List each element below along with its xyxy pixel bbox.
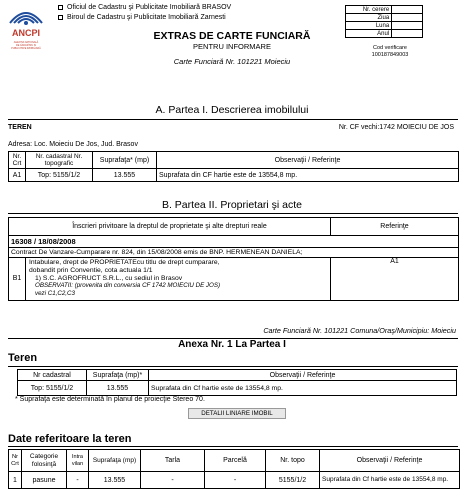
cell: 5155/1/2 <box>266 472 320 489</box>
office-line-1: Oficiul de Cadastru şi Publicitate Imobiliară BRASOV <box>67 4 232 11</box>
page-subtitle: PENTRU INFORMARE <box>193 42 271 51</box>
cell: pasune <box>22 472 67 489</box>
entry-id: 16308 / 18/08/2008 <box>9 236 459 248</box>
col-header: Înscrieri privitoare la dreptul de proprietate şi alte drepturi reale <box>9 218 331 236</box>
teren-title: Teren <box>8 352 38 364</box>
cf-number: Carte Funciară Nr. 101221 Moieciu <box>173 57 291 66</box>
request-label: Luna <box>346 22 392 30</box>
contract-text: Contract De Vanzare-Cumparare nr. 824, din 15/08/2008 emis de BNP. HERMENEAN DANIELA; <box>9 248 459 258</box>
request-label: Nr. cerere <box>346 6 392 14</box>
b1-owner: 1) S.C. AGROFRUCT S.R.L., cu sediul in Brasov <box>35 274 183 282</box>
col-header: Suprafaţa (mp)* <box>87 370 149 381</box>
surface-note: * Suprafaţa este determinată în planul de proiecţie Stereo 70. <box>15 396 205 403</box>
date-ref-title: Date referitoare la teren <box>8 433 132 445</box>
divider <box>8 213 458 214</box>
cell: Top: 5155/1/2 <box>18 381 87 396</box>
request-label: Ziua <box>346 14 392 22</box>
col-header: Observaţii / Referinţe <box>149 370 457 381</box>
b1-observation: OBSERVATII: (provenita din conversia CF 1742 MOIECIU DE JOS) <box>35 282 221 290</box>
col-header: Parcelă <box>205 450 266 472</box>
col-header: Observaţii / Referinţe <box>320 450 460 472</box>
svg-text:AGENȚIA NAȚIONALĂ: AGENȚIA NAȚIONALĂ <box>13 41 39 44</box>
col-header: Suprafaţa* (mp) <box>93 152 157 169</box>
b1-text-1: Intabulare, drept de PROPRIETATEcu titlu de drept cumparare, <box>29 259 220 266</box>
cell: Suprafata din Cf hartie este de 13554,8 mp. <box>149 381 457 396</box>
cell: 13.555 <box>93 169 157 182</box>
anexa-table <box>17 369 457 396</box>
anexa-heading: Anexa Nr. 1 La Partea I <box>178 339 286 350</box>
cell: - <box>67 472 89 489</box>
date-ref-table <box>8 449 460 489</box>
b1-entry <box>26 258 331 301</box>
divider <box>8 446 458 447</box>
svg-text:PUBLICITATE IMOBILIARĂ: PUBLICITATE IMOBILIARĂ <box>11 47 41 50</box>
b1-text-2: dobandit prin Conventie, cota actuala 1/1 <box>29 266 153 274</box>
col-header: Nr. Crt <box>9 152 26 169</box>
partea2-heading: B. Partea II. Proprietari şi acte <box>161 199 303 211</box>
address: Adresa: Loc. Moieciu De Jos, Jud. Brasov <box>8 141 138 148</box>
property-type: TEREN <box>8 124 32 131</box>
svg-text:ANCPI: ANCPI <box>11 28 41 38</box>
col-header: Suprafaţa (mp) <box>89 450 141 472</box>
checkbox-icon <box>58 15 63 20</box>
col-header: Tarla <box>141 450 205 472</box>
partea1-table <box>8 151 459 182</box>
col-header: Nr. topo <box>266 450 320 472</box>
b1-reference: vezi C1,C2,C3 <box>35 290 75 298</box>
cell: 13.555 <box>89 472 141 489</box>
cell: Suprafata din CF hartie este de 13554,8 mp. <box>157 169 459 182</box>
footer-cf: Carte Funciară Nr. 101221 Comuna/Oraş/Municipiu: Moieciu <box>263 326 456 335</box>
col-header: Categorie folosinţă <box>22 450 67 472</box>
cell: - <box>141 472 205 489</box>
request-label: Anul <box>346 30 392 38</box>
cell: - <box>205 472 266 489</box>
office-line-2: Biroul de Cadastru şi Publicitate Imobiliară Zarnesti <box>67 13 226 21</box>
cell: Top: 5155/1/2 <box>26 169 93 182</box>
cf-old: Nr. CF vechi:1742 MOIECIU DE JOS <box>338 124 454 131</box>
col-header: Intra vilan <box>67 450 89 472</box>
col-header: Nr Crt <box>9 450 22 472</box>
cell: 1 <box>9 472 22 489</box>
detalii-liniare-button[interactable]: DETALII LINIARE IMOBIL <box>188 408 286 419</box>
page-title: EXTRAS DE CARTE FUNCIARĂ <box>153 30 311 42</box>
svg-text:DE CADASTRU ȘI: DE CADASTRU ȘI <box>15 44 37 47</box>
table-row <box>18 381 457 396</box>
col-header: Observaţii / Referinţe <box>157 152 459 169</box>
cell: Suprafata din Cf hartie este de 13554,8 mp. <box>320 472 460 489</box>
col-header: Nr cadastral <box>18 370 87 381</box>
table-row <box>9 169 459 182</box>
partea1-heading: A. Partea I. Descrierea imobilului <box>155 104 309 116</box>
col-header: Referinţe <box>331 218 459 236</box>
b1-label: B1 <box>9 258 26 301</box>
office-info <box>58 3 231 22</box>
divider <box>8 366 458 367</box>
divider <box>8 119 458 120</box>
partea2-table <box>8 217 459 301</box>
verify-code: 100187849003 <box>371 51 409 58</box>
verify-label: Cod verificare <box>373 45 407 51</box>
b1-right: A1 <box>331 258 459 301</box>
checkbox-icon <box>58 5 63 10</box>
cell: A1 <box>9 169 26 182</box>
table-row <box>9 472 460 489</box>
cell: 13.555 <box>87 381 149 396</box>
col-header: Nr. cadastral Nr. topografic <box>26 152 93 169</box>
